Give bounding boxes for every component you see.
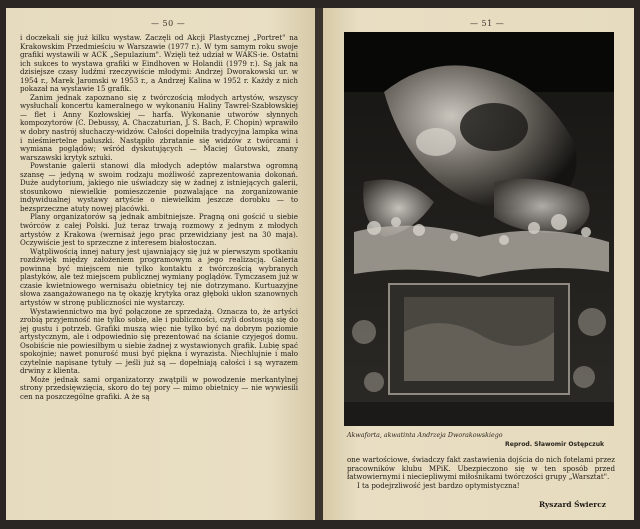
- book-gutter: [315, 8, 323, 520]
- left-page: [6, 8, 315, 520]
- page-number-left: — 50 —: [151, 19, 186, 28]
- paragraph: I ta podejrzliwość jest bardzo optymistyczna!: [357, 480, 520, 490]
- paragraph: Powstanie galerii stanowi dla młodych adeptów malarstwa ogromną szansę — jedyną w swoim rodzaju możliwość zaprezentowania dokonań. Duże audytorium, jakiego nie uświadczy się w żadnej z istniejących galerii, stosunkowo niewielkie pomieszczenie pozwalające na zorganizowanie indywidualnej wystawy artyście o niewielkim jeszcze dorobku — to bezsprzeczne atuty nowej placówki.: [20, 161, 298, 213]
- figure-caption: Akwaforta, akwatinta Andrzeja Dworakowskiego: [347, 432, 503, 439]
- paragraph: Wystawiennictwo ma być połączone ze sprzedażą. Oznacza to, że artyści zrobią przyjemność nie tylko sobie, ale i publiczności, czyli dostosują się do jej gustu i potrzeb. Grafiki muszą więc nie tylko być na dobrym poziomie artystycznym, ale i odpowiednio się prezentować na ścianie czyjegoś domu. Osobiście nie powiesiłbym u siebie żadnej z wystawionych grafik. Lubię spać spokojnie; nawet ponurość musi być piękna i wyrazista. Niechlujnie i mało czytelnie napisane tytuły — jeśli już są — dopełniają całości i są wyrazem drwiny z klienta.: [20, 306, 298, 376]
- right-page: [323, 8, 634, 520]
- author-signature: Ryszard Świercz: [539, 500, 606, 509]
- photo-credit: Reprod. Sławomir Ostępczuk: [505, 441, 605, 448]
- paragraph: Plany organizatorów są jednak ambitniejsze. Pragną oni gościć u siebie twórców z całej Polski. Już teraz trwają rozmowy z jednym z młodych artystów z Krakowa (wernisaż jego prac przewidziany jest na 30 maja). Oczywiście jest to sprzeczne z interesem białostoczan.: [20, 212, 298, 248]
- left-article-column: [20, 34, 298, 402]
- paragraph: i doczekali się już kilku wystaw. Zaczęli od Akcji Plastycznej „Portret" na Krakowskim Przedmieściu w Warszawie (1977 r.). W tym samym roku swoje grafiki wystawili w ACK „Sepulazium". Wzięli też udział w WAKS-ie. Ostatni ich sukces to wystawa grafiki w Eindhoven w Holandii (1979 r.). Są jak na dzisiejsze czasy ludźmi rzeczywiście młodymi: Andrzej Dworakowski ur. w 1954 r., Marek Jaromski w 1953 r., a Andrzej Kalina w 1952 r. Każdy z nich pokazał na wystawie 15 grafik.: [20, 33, 298, 94]
- right-article-text: [347, 456, 615, 490]
- paragraph: Zanim jednak zapoznano się z twórczością młodych artystów, wszyscy wysłuchali koncertu kameralnego w wykonaniu Haliny Tawrel-Szabłowskiej — flet i Anny Kozłowskiej — harfa. Wykonanie utworów słynnych kompozytorów (C. Debussy, A. Chaczaturian, J. S. Bach, F. Chopin) wprawiło w dobry nastrój słuchaczy-widzów. Całości dopełniła tradycyjna lampka wina i nieśmiertelne paluszki. Nastąpiło zbratanie się widzów z twórcami i wymiana poglądów; wśród dyskutujących — Maciej Gutowski, znany warszawski krytyk sztuki.: [20, 92, 298, 162]
- artwork-reproduction: [344, 32, 614, 426]
- paragraph: one wartościowe, świadczy fakt zastawienia dojścia do nich fotelami przez pracowników klubu MPiK. Ubezpieczono się w ten sposób przed łatwowiernymi i nieciepliwymi miłośnikami twórczości grupy „Warsztat".: [347, 455, 615, 482]
- paragraph: Może jednak sami organizatorzy zwątpili w powodzenie merkantylnej strony przedsięwzięcia, skoro do tej pory — mimo obietnicy — nie wywiesili cen na poszczególne grafiki. A że są: [20, 374, 298, 401]
- page-number-right: — 51 —: [470, 19, 505, 28]
- paragraph: Wątpliwością innej natury jest ujawniający się już w pierwszym spotkaniu rozdźwięk między założeniem programowym a jego realizacją. Galeria powinna być miejscem nie tylko kontaktu z twórczością wybranych plastyków, ale też miejscem publicznej wymiany poglądów. Tymczasem już w czasie kwietniowego wernisażu obietnicy tej nie dotrzymano. Kurtuazyjne słowa zaangażowanego na tę okazję krytyka oraz głęboki ukłon szanownych artystów w stronę publiczności nie wystarczy.: [20, 246, 298, 307]
- etching-image: [344, 32, 614, 426]
